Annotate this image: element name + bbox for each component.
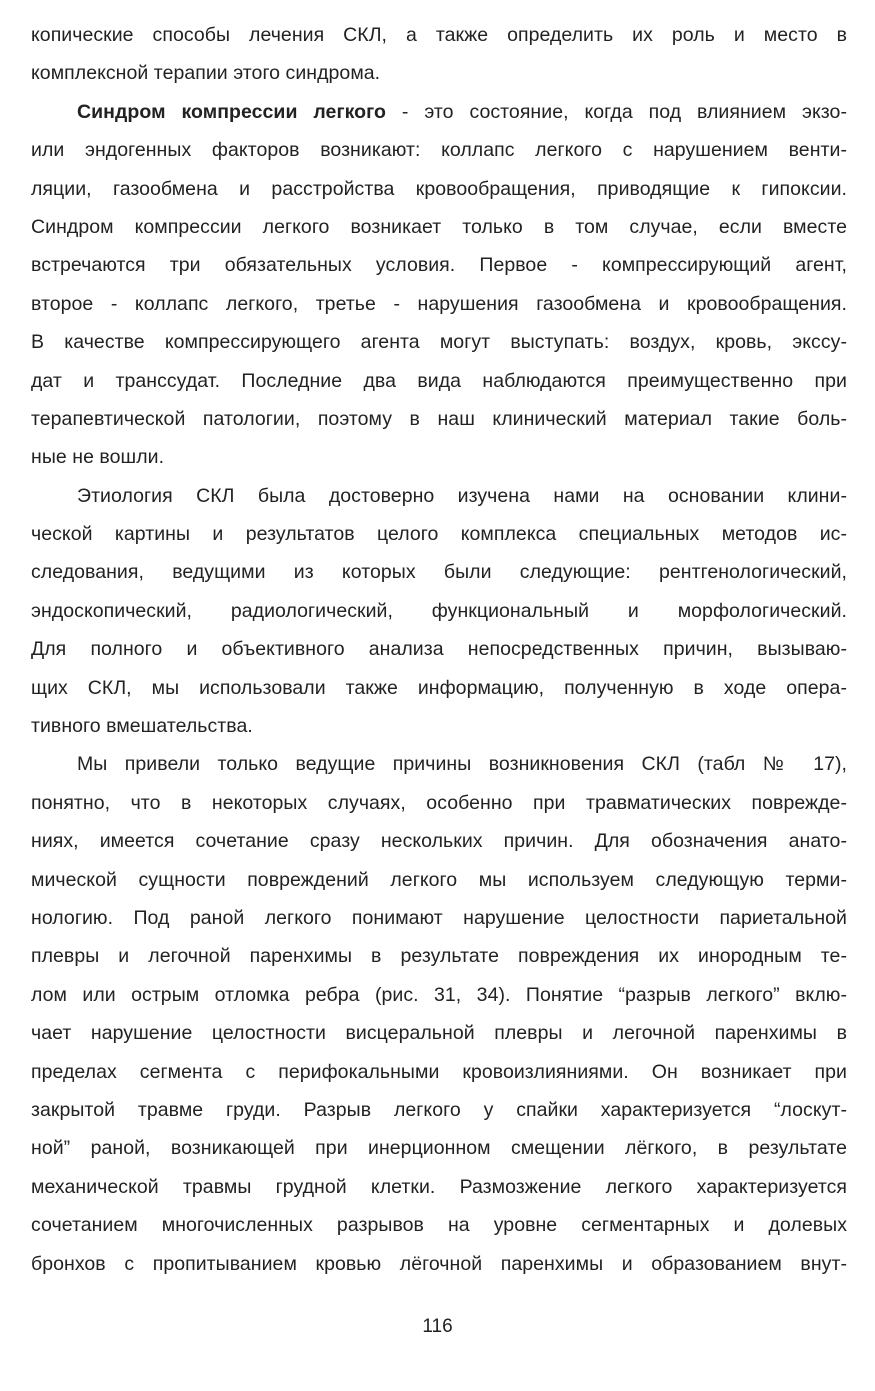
text-line: механической травмы грудной клетки. Размозжение легкого характеризуется	[31, 1175, 847, 1198]
text-line: сочетанием многочисленных разрывов на уровне сегментарных и долевых	[31, 1214, 847, 1237]
text-line: ниях, имеется сочетание сразу нескольких причин. Для обозначения анато-	[31, 830, 847, 853]
text-line: Этиология СКЛ была достоверно изучена нами на основании клини-	[77, 484, 847, 507]
text-line: бронхов с пропитыванием кровью лёгочной паренхимы и образованием внут-	[31, 1252, 847, 1275]
text-line: встречаются три обязательных условия. Первое - компрессирующий агент,	[31, 254, 847, 277]
text-line: тивного вмешательства.	[31, 715, 253, 738]
text-line: терапевтической патологии, поэтому в наш клинический материал такие боль-	[31, 407, 847, 430]
text-line-rest: - это состояние, когда под влиянием экзо-	[386, 100, 847, 123]
term-definition-bold: Синдром компрессии легкого	[77, 100, 387, 123]
text-line: второе - коллапс легкого, третье - нарушения газообмена и кровообращения.	[31, 292, 847, 315]
text-line: чает нарушение целостности висцеральной плевры и легочной паренхимы в	[31, 1022, 847, 1045]
text-line: копические способы лечения СКЛ, а также определить их роль и место в	[31, 24, 847, 46]
text-line: ной” раной, возникающей при инерционном смещении лёгкого, в результате	[31, 1137, 847, 1160]
text-line: Синдром компрессии легкого возникает только в том случае, если вместе	[31, 215, 847, 238]
text-line: лом или острым отломка ребра (рис. 31, 34). Понятие “разрыв легкого” вклю-	[31, 983, 847, 1006]
text-line: плевры и легочной паренхимы в результате повреждения их инородным те-	[31, 945, 847, 968]
text-line: или эндогенных факторов возникают: коллапс легкого с нарушением венти-	[31, 139, 847, 162]
text-line: следования, ведущими из которых были следующие: рентгенологический,	[31, 561, 847, 584]
text-line: ческой картины и результатов целого комплекса специальных методов ис-	[31, 523, 847, 546]
text-line: щих СКЛ, мы использовали также информацию, полученную в ходе опера-	[31, 676, 847, 699]
page-number: 116	[422, 1316, 453, 1337]
text-line: пределах сегмента с перифокальными кровоизлияниями. Он возникает при	[31, 1060, 847, 1083]
text-line: Мы привели только ведущие причины возникновения СКЛ (табл № 17),	[77, 753, 847, 776]
text-line: понятно, что в некоторых случаях, особенно при травматических поврежде-	[31, 791, 847, 814]
text-line: эндоскопический, радиологический, функциональный и морфологический.	[31, 599, 847, 622]
text-line: В качестве компрессирующего агента могут выступать: воздух, кровь, экссу-	[31, 331, 847, 354]
text-line: ляции, газообмена и расстройства кровообращения, приводящие к гипоксии.	[31, 177, 847, 200]
text-line: нологию. Под раной легкого понимают нарушение целостности париетальной	[31, 906, 847, 929]
text-line: закрытой травме груди. Разрыв легкого у спайки характеризуется “лоскут-	[31, 1098, 847, 1121]
text-line	[31, 93, 847, 131]
text-line: ные не вошли.	[31, 446, 165, 469]
body-text	[31, 16, 847, 1283]
text-line: Для полного и объективного анализа непосредственных причин, вызываю-	[31, 638, 847, 661]
text-line: комплексной терапии этого синдрома.	[31, 62, 381, 85]
text-line: мической сущности повреждений легкого мы используем следующую терми-	[31, 868, 847, 891]
text-line: дат и транссудат. Последние два вида наблюдаются преимущественно при	[31, 369, 847, 392]
